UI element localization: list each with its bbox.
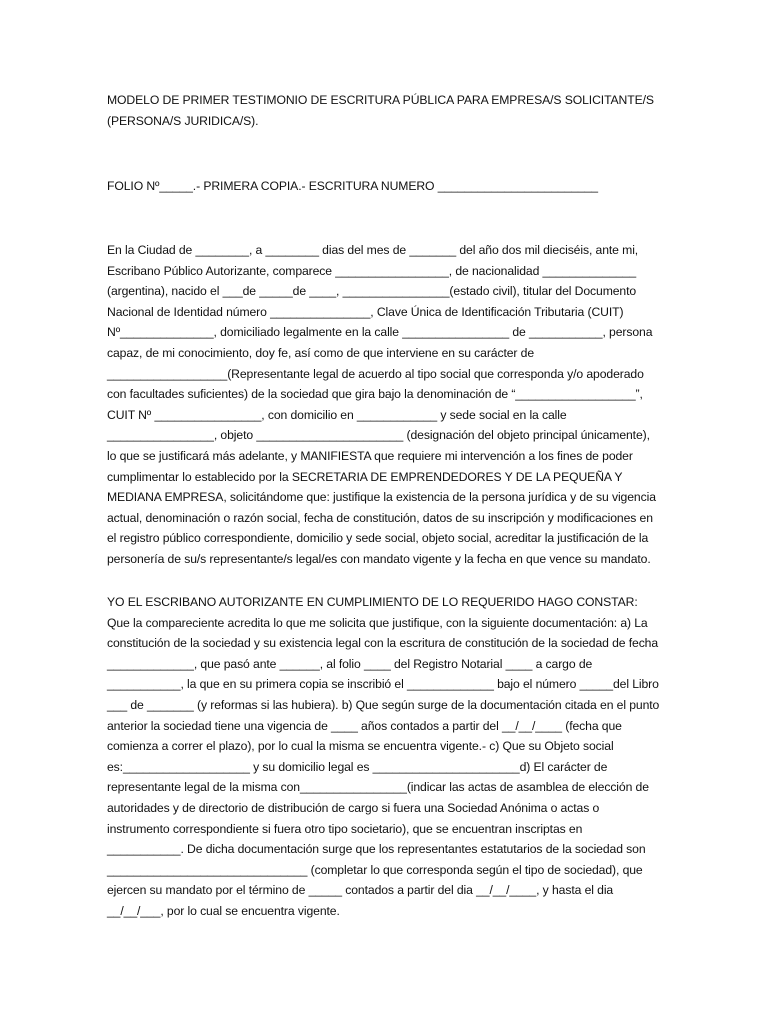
paragraph-comparecencia: En la Ciudad de ________, a ________ dias del mes de _______ del año dos mil dieciséis, ante mi, Escribano Público Autorizante, comparece _________________, de nacionalidad ______________ (argentina), nacido el ___de _____de ____, ________________(estado civil), titular del Documento Nacional de Identidad número _______________, Clave Única de Identificación Tributaria (CUIT) Nº______________, domiciliado legalmente en la calle ________________ de ___________, persona capaz, de mi conocimiento, doy fe, así como de que interviene en su carácter de __________________(Representante legal de acuerdo al tipo social que corresponda y/o apoderado con facultades suficientes) de la sociedad que gira bajo la denominación de “__________________”, CUIT Nº ________________, con domicilio en ____________ y sede social en la calle ________________, objeto ______________________ (designación del objeto principal únicamente), lo que se justificará más adelante, y MANIFIESTA que requiere mi intervención a los fines de poder cumplimentar lo establecido por la SECRETARIA DE EMPRENDEDORES Y DE LA PEQUEÑA Y MEDIANA EMPRESA, solicitándome que: justifique la existencia de la persona jurídica y de su vigencia actual, denominación o razón social, fecha de constitución, datos de su inscripción y modificaciones en el registro público correspondiente, domicilio y sede social, objeto social, acreditar la justificación de la personería de su/s representante/s legal/es con mandato vigente y la fecha en que vence su mandato. bbox=[107, 243, 656, 566]
paragraph-constancia: YO EL ESCRIBANO AUTORIZANTE EN CUMPLIMIENTO DE LO REQUERIDO HAGO CONSTAR: Que la compareciente acredita lo que me solicita que justifique, con la siguiente documentación: a) La constitución de la sociedad y su existencia legal con la escritura de constitución de la sociedad de fecha _____________, que pasó ante ______, al folio ____ del Registro Notarial ____ a cargo de ___________, la que en su primera copia se inscribió el _____________ bajo el número _____del Libro ___ de _______ (y reformas si las hubiera). b) Que según surge de la documentación citada en el punto anterior la sociedad tiene una vigencia de ____ años contados a partir del __/__/____ (fecha que comienza a correr el plazo), por lo cual la misma se encuentra vigente.- c) Que su Objeto social es:___________________ y su domicilio legal es ______________________d) El carácter de representante legal de la misma con________________(indicar las actas de asamblea de elección de autoridades y de directorio de distribución de cargo si fuera una Sociedad Anónima o actas o instrumento correspondiente si fuera otro tipo societario), que se encuentran inscriptas en ___________. De dicha documentación surge que los representantes estatutarios de la sociedad son ______________________________ (completar lo que corresponda según el tipo de sociedad), que ejercen su mandato por el término de _____ contados a partir del dia __/__/____, y hasta el dia __/__/___, por lo cual se encuentra vigente. bbox=[107, 595, 660, 918]
document-title: MODELO DE PRIMER TESTIMONIO DE ESCRITURA PÚBLICA PARA EMPRESA/S SOLICITANTE/S (PERSONA/S JURIDICA/S). bbox=[107, 93, 654, 128]
document-body bbox=[107, 90, 662, 918]
folio-line: FOLIO Nº_____.- PRIMERA COPIA.- ESCRITURA NUMERO ________________________ bbox=[107, 179, 598, 193]
